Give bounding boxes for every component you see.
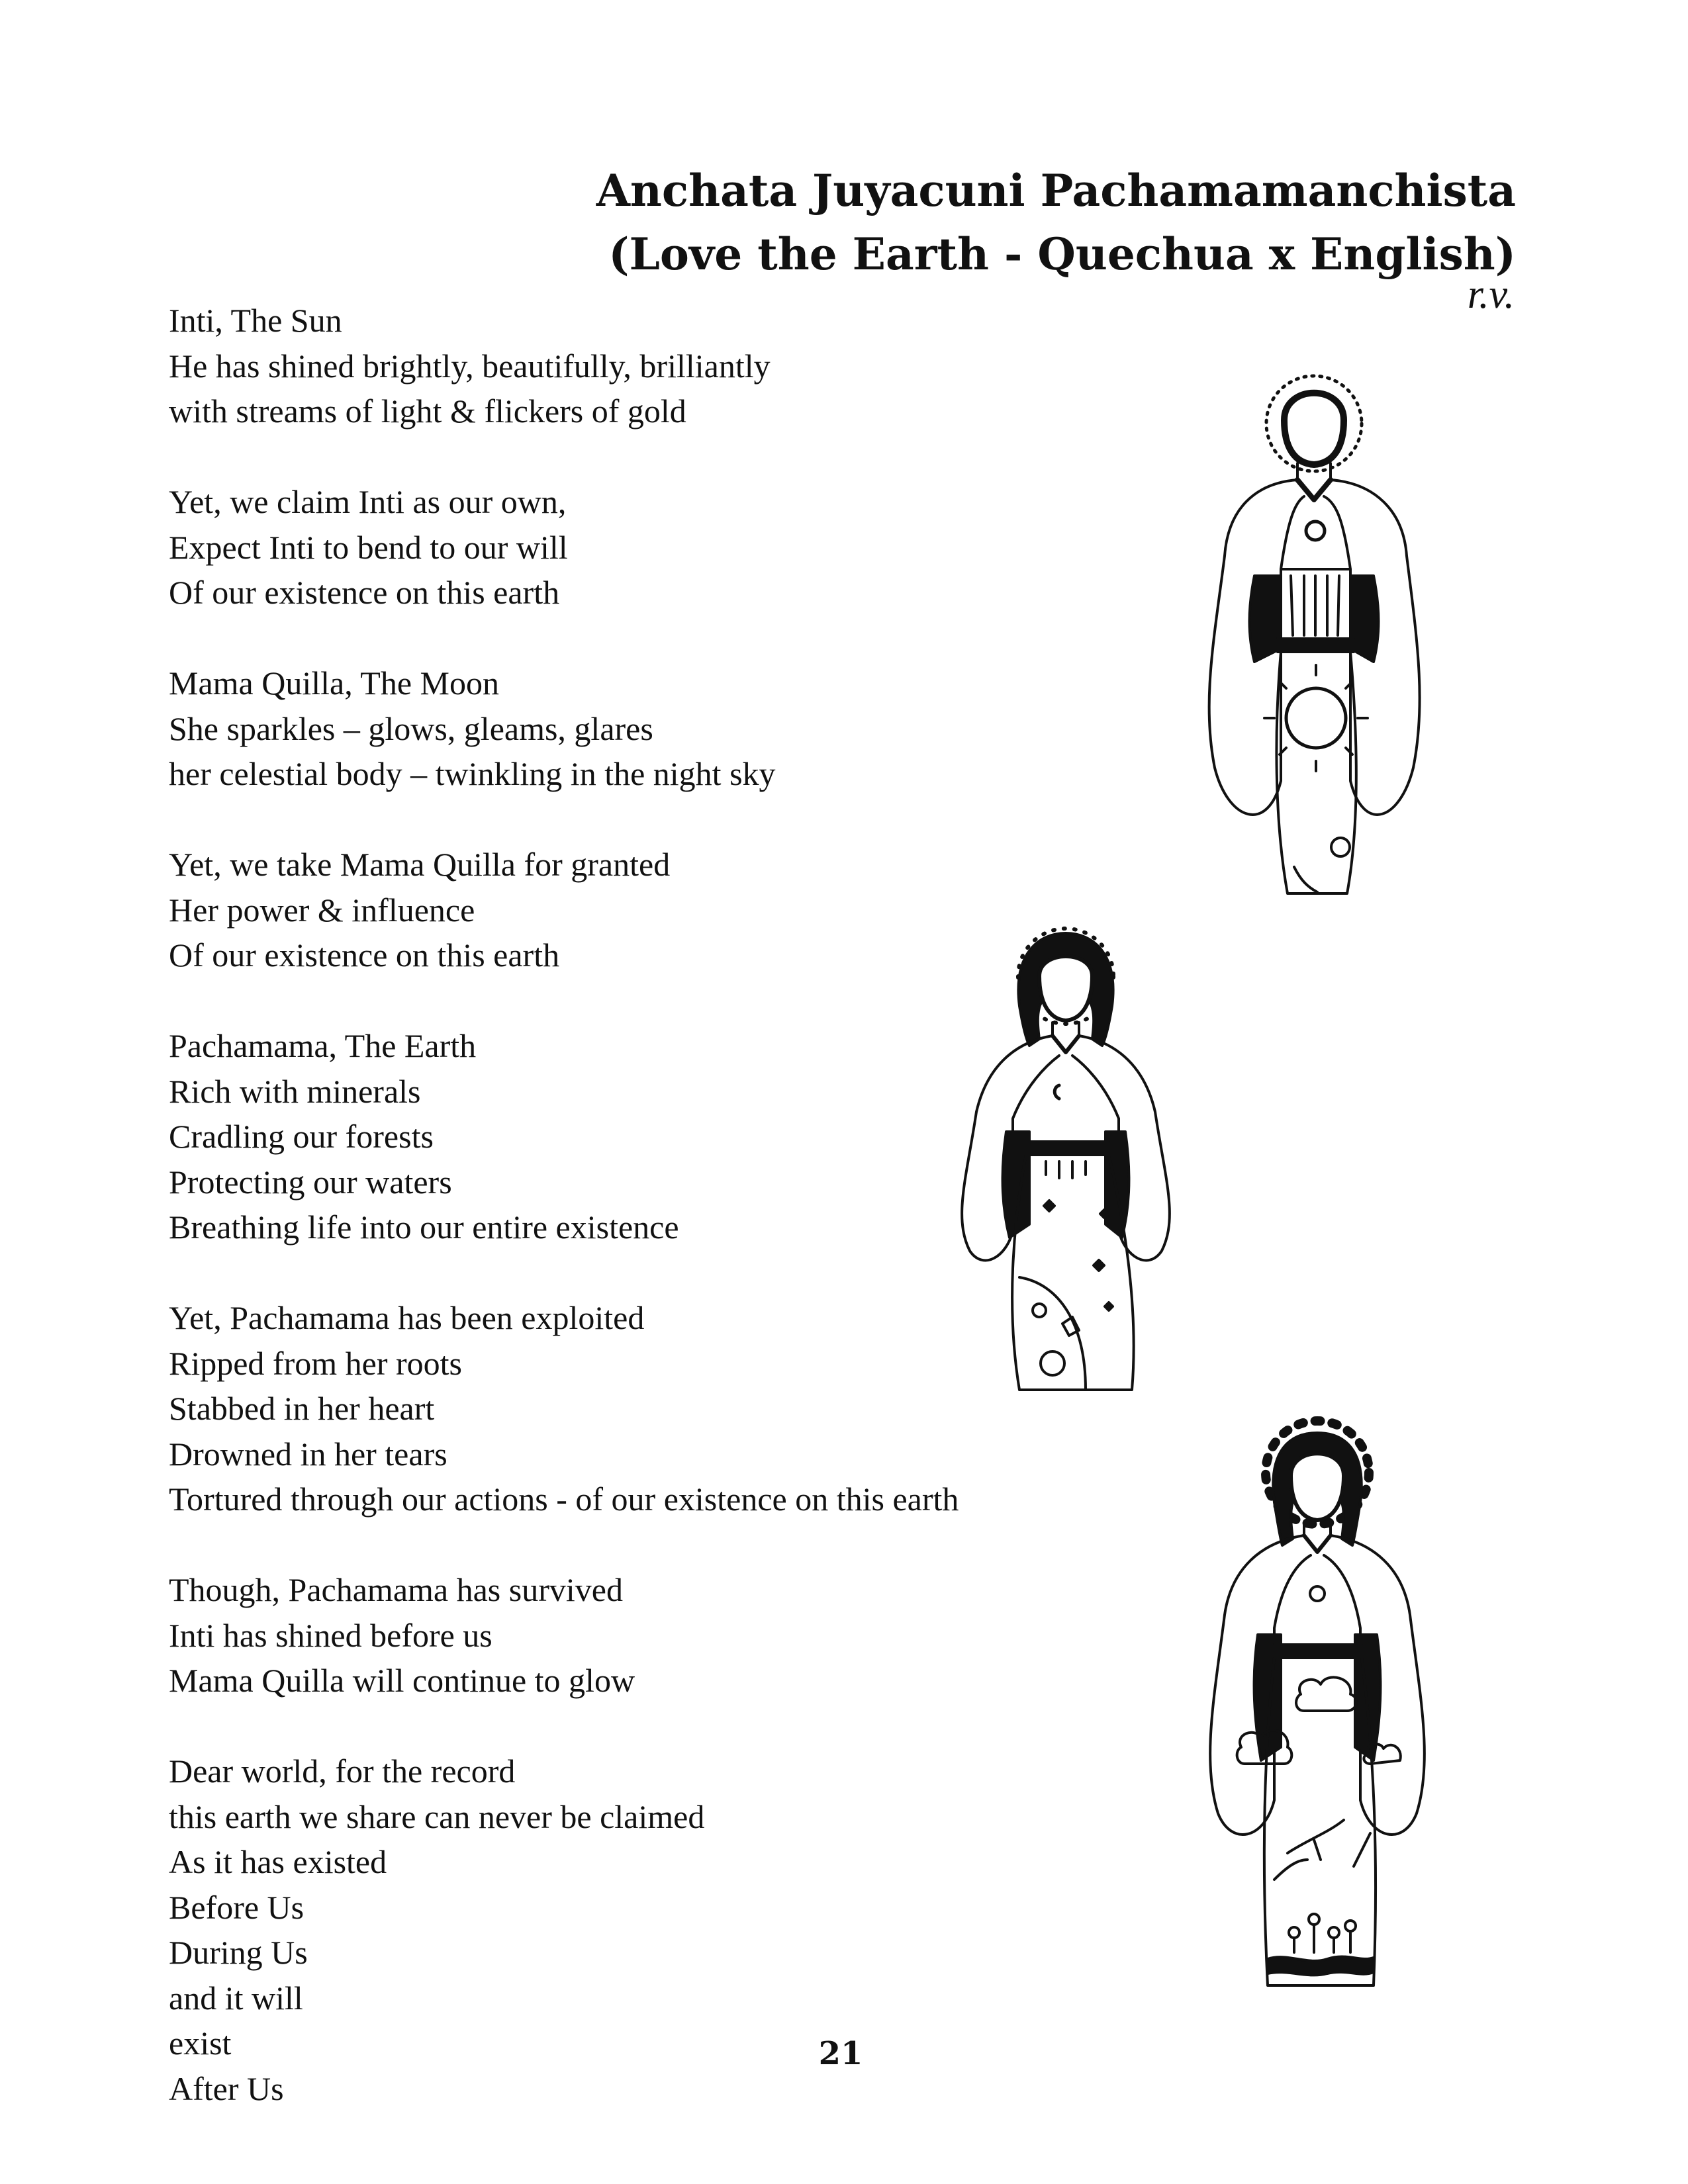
poem-line: Yet, Pachamama has been exploited [169, 1299, 645, 1336]
poem-line: Though, Pachamama has survived [169, 1571, 623, 1608]
poem-line: As it has existed [169, 1843, 387, 1880]
poem-line: Drowned in her tears [169, 1435, 447, 1473]
poem-line: Cradling our forests [169, 1118, 434, 1155]
stanza-1 [169, 298, 1162, 434]
stanza-break [169, 615, 1162, 661]
stanza-break [169, 1704, 1162, 1749]
page-number: 21 [818, 2035, 863, 2072]
poem-line: with streams of light & flickers of gold [169, 392, 686, 430]
poem-line: Protecting our waters [169, 1163, 452, 1201]
poem-line: Inti has shined before us [169, 1616, 492, 1654]
stanza-break [169, 434, 1162, 480]
poem-line: After Us [169, 2070, 284, 2107]
stanza-break [169, 1522, 1162, 1568]
poem-line: Mama Quilla, The Moon [169, 664, 499, 702]
poem-line: He has shined brightly, beautifully, brilliantly [169, 347, 771, 385]
author-initials: r.v. [1467, 272, 1515, 317]
poem-line: During Us [169, 1934, 308, 1971]
title-line-1: Anchata Juyacuni Pachamamanchista [596, 165, 1516, 216]
pachamama-figure-illustration [1182, 1403, 1460, 1999]
poem-line: Before Us [169, 1888, 305, 1926]
poem-line: Yet, we take Mama Quilla for granted [169, 846, 671, 883]
stanza-2 [169, 479, 1162, 615]
poem-title [596, 159, 1516, 286]
poem-line: Tortured through our actions - of our existence on this earth [169, 1480, 959, 1518]
poem-line: She sparkles – glows, gleams, glares [169, 709, 653, 747]
poem-line: Of our existence on this earth [169, 574, 560, 611]
poem-line: Yet, we claim Inti as our own, [169, 483, 567, 520]
poem-line: Her power & influence [169, 891, 475, 929]
poem-line: Rich with minerals [169, 1072, 421, 1110]
stanza-break [169, 797, 1162, 842]
poem-line: Of our existence on this earth [169, 936, 560, 974]
poem-line: and it will [169, 1979, 303, 2017]
inti-figure-illustration [1175, 357, 1453, 920]
poem-line: Ripped from her roots [169, 1344, 462, 1382]
poem-line: Dear world, for the record [169, 1752, 516, 1790]
mama-quilla-figure-illustration [940, 913, 1192, 1403]
poem-line: this earth we share can never be claimed [169, 1797, 705, 1835]
poem-line: Mama Quilla will continue to glow [169, 1662, 635, 1699]
poem-line: Pachamama, The Earth [169, 1027, 477, 1064]
poem-line: Inti, The Sun [169, 302, 342, 339]
poem-line: Breathing life into our entire existence [169, 1208, 679, 1246]
title-line-2: (Love the Earth - Quechua x English) [608, 228, 1516, 280]
stanza-8 [169, 1749, 1162, 2111]
poem-line: Expect Inti to bend to our will [169, 528, 568, 566]
poem-line: her celestial body – twinkling in the night sky [169, 755, 776, 792]
poem-line: exist [169, 2025, 232, 2062]
stanza-3 [169, 660, 1162, 797]
stanza-7 [169, 1567, 1162, 1704]
poem-line: Stabbed in her heart [169, 1390, 435, 1427]
